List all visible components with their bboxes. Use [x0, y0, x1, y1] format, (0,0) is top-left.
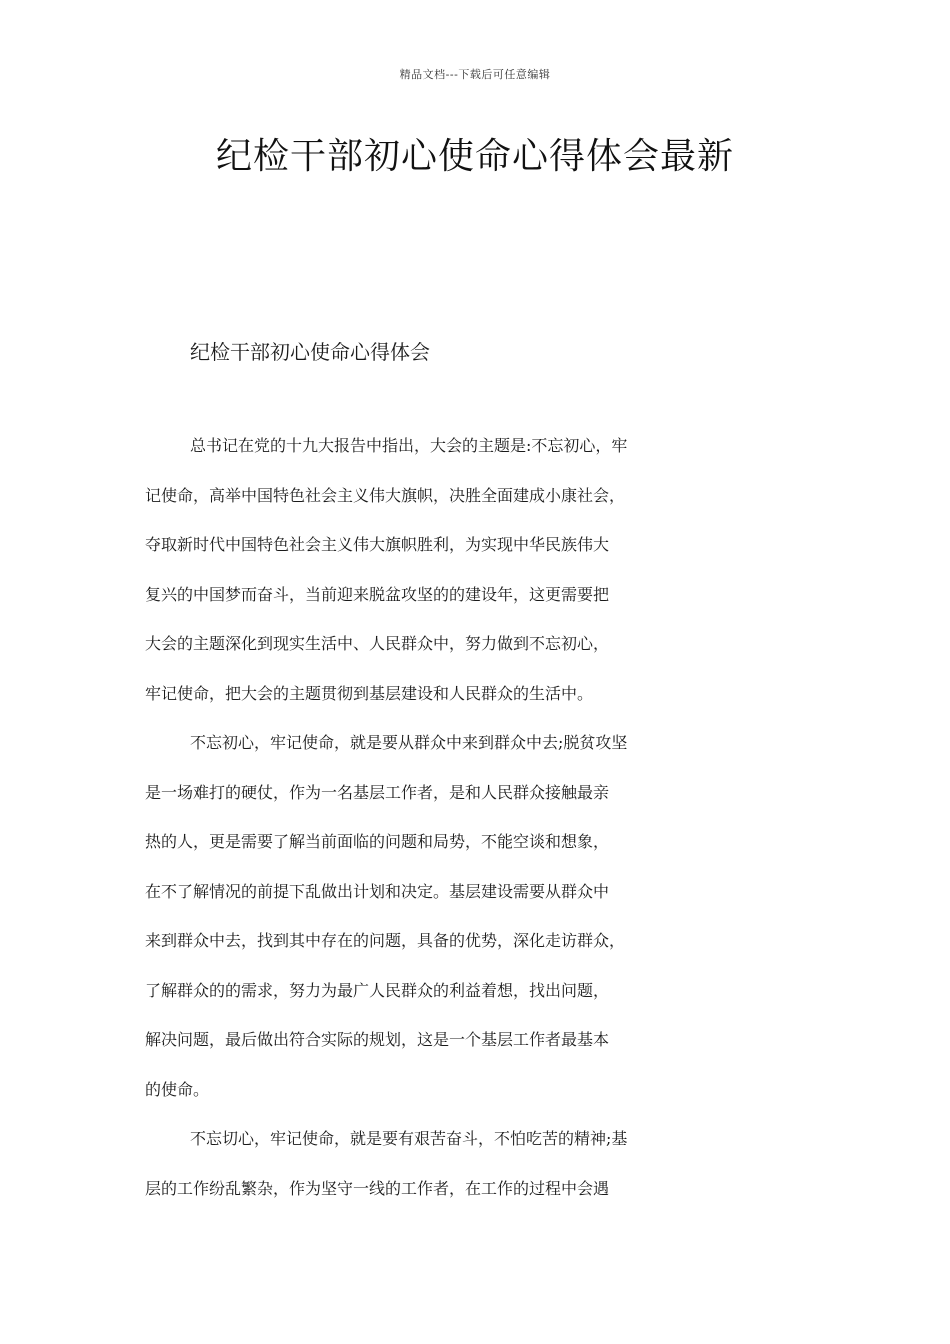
- paragraph-line: 热的人，更是需要了解当前面临的问题和局势，不能空谈和想象，: [145, 832, 610, 851]
- paragraph-line: 复兴的中国梦而奋斗，当前迎来脱盆攻坚的的建设年，这更需要把: [145, 584, 610, 604]
- paragraph-line: 解决问题，最后做出符合实际的规划，这是一个基层工作者最基本: [145, 1030, 610, 1049]
- paragraph-line: 的使命。: [145, 1079, 210, 1099]
- paragraph-line: 是一场难打的硬仗，作为一名基层工作者，是和人民群众接触最亲: [145, 782, 610, 802]
- paragraph-2: [145, 730, 825, 1126]
- paragraph-line: 夺取新时代中国特色社会主义伟大旗帜胜利，为实现中华民族伟大: [145, 535, 610, 554]
- paragraph-line: 在不了解情况的前提下乱做出计划和决定。基层建设需要从群众中: [145, 881, 610, 901]
- paragraph-line: 牢记使命，把大会的主题贯彻到基层建设和人民群众的生活中。: [145, 683, 594, 703]
- paragraph-3: [145, 1126, 825, 1225]
- paragraph-line: 记使命，高举中国特色社会主义伟大旗帜，决胜全面建成小康社会，: [145, 485, 626, 505]
- document-body: [145, 433, 825, 1225]
- paragraph-1: [145, 433, 825, 730]
- paragraph-line: 总书记在党的十九大报告中指出，大会的主题是:不忘初心，牢: [190, 436, 628, 455]
- header-note: 精品文档---下载后可任意编辑: [399, 68, 551, 81]
- paragraph-line: 层的工作纷乱繁杂，作为坚守一线的工作者，在工作的过程中会遇: [145, 1178, 610, 1198]
- paragraph-line: 不忘初心，牢记使命，就是要从群众中来到群众中去;脱贫攻坚: [190, 733, 628, 752]
- document-title: 纪检干部初心使命心得体会最新: [215, 136, 734, 177]
- document-subtitle: 纪检干部初心使命心得体会: [190, 340, 430, 364]
- paragraph-line: 来到群众中去，找到其中存在的问题，具备的优势，深化走访群众，: [145, 931, 626, 950]
- paragraph-line: 不忘切心，牢记使命，就是要有艰苦奋斗，不怕吃苦的精神;基: [190, 1129, 628, 1148]
- paragraph-line: 了解群众的的需求，努力为最广人民群众的利益着想，找出问题，: [145, 980, 610, 1000]
- paragraph-line: 大会的主题深化到现实生活中、人民群众中，努力做到不忘初心，: [145, 634, 610, 653]
